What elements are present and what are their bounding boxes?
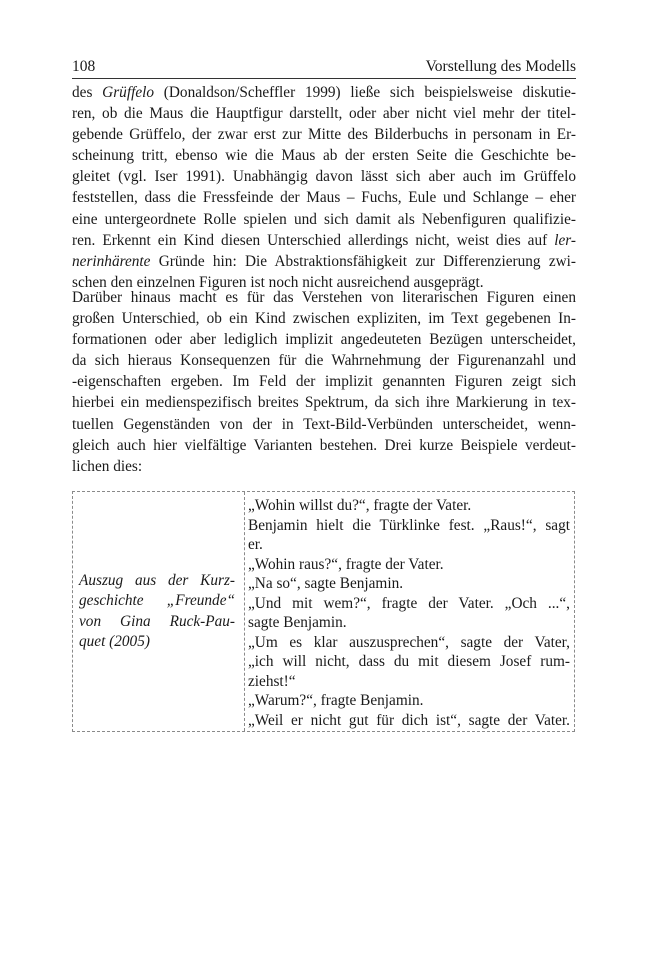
italic-text: ler- — [554, 231, 576, 249]
caption-line: Auszug aus der Kurz- — [79, 572, 235, 589]
text-run: ren. Erkennt ein Kind diesen Unterschied allerdings nicht, weist dies auf — [72, 231, 555, 249]
dialogue-line: ziehst!“ — [248, 672, 296, 690]
text-run: gleitet (vgl. Iser 1991). Unabhängig davon lässt sich aber auch im Grüffelo — [72, 168, 576, 186]
paragraph-line — [72, 251, 576, 272]
dialogue-line: „Und mit wem?“, fragte der Vater. „Och ...“, — [248, 594, 570, 612]
paragraph-line — [72, 392, 576, 413]
italic-text: Grüffelo — [102, 84, 155, 101]
page-number: 108 — [72, 58, 96, 75]
dialogue-line: „Wohin willst du?“, fragte der Vater. — [248, 497, 472, 514]
paragraph-line — [72, 145, 576, 166]
text-run: lichen dies: — [72, 457, 143, 475]
caption-line: geschichte „Freunde“ — [79, 592, 235, 610]
text-run: hierbei ein medienspezifisch breites Spektrum, da sich ihre Markierung in tex- — [72, 394, 576, 412]
text-run: scheinung tritt, ebenso wie die Maus ab der ersten Seite die Geschichte be- — [72, 147, 576, 165]
paragraph-line — [72, 287, 576, 308]
dialogue-line: „Warum?“, fragte Benjamin. — [248, 692, 424, 709]
paragraph-line — [72, 350, 576, 371]
text-run: Darüber hinaus macht es für das Verstehen von literarischen Figuren einen — [72, 289, 576, 306]
text-run: großen Unterschied, ob ein Kind zwischen expliziten, im Text gegebenen In- — [72, 310, 576, 328]
text-run: Gründe hin: Die Abstraktionsfähigkeit zur Differenzierung zwi- — [150, 252, 576, 270]
paragraph-line — [72, 329, 576, 350]
text-run: gebende Grüffelo, der zwar erst zur Mitte des Bilderbuchs in personam in Er- — [72, 126, 576, 144]
italic-text: nerinhärente — [72, 252, 151, 270]
text-run: schen den einzelnen Figuren ist noch nicht ausreichend ausgeprägt. — [72, 273, 484, 291]
paragraph-line — [72, 230, 576, 251]
dialogue-line: sagte Benjamin. — [248, 614, 347, 631]
paragraph-line — [72, 187, 576, 208]
caption-line: von Gina Ruck-Pau- — [79, 612, 235, 630]
paragraph-line — [72, 166, 576, 187]
dialogue-line: „Um es klar auszusprechen“, sagte der Vater, — [248, 633, 570, 651]
box-divider — [244, 492, 245, 731]
text-run: -eigenschaften ergeben. Im Feld der implizit genannten Figuren zeigt sich — [72, 373, 576, 391]
paragraph-line — [72, 435, 576, 456]
paragraph-line — [72, 371, 576, 392]
dialogue-line: „Weil er nicht gut für dich ist“, sagte der Vater. — [248, 711, 570, 729]
dialogue-line: Benjamin hielt die Türklinke fest. „Raus!“, sagt — [248, 516, 570, 534]
text-run: (Donaldson/Scheffler 1999) ließe sich beispielsweise diskutie- — [154, 84, 576, 101]
excerpt-dialogue — [248, 496, 570, 730]
running-head: Vorstellung des Modells — [425, 58, 576, 75]
paragraph-line — [72, 82, 576, 103]
text-run: formationen oder aber lediglich implizit angedeuteten Bezügen unterscheidet, — [72, 331, 576, 349]
text-run: da sich hieraus Konsequenzen für die Wahrnehmung der Figurenanzahl und — [72, 352, 576, 370]
text-run: ren, ob die Maus die Hauptfigur darstellt, oder aber nicht viel mehr der titel- — [72, 105, 576, 123]
text-run: eine untergeordnete Rolle spielen und sich damit als Nebenfiguren qualifizie- — [72, 210, 576, 228]
caption-line: quet (2005) — [79, 632, 150, 650]
paragraph-line — [72, 414, 576, 435]
page-header — [72, 58, 576, 78]
header-rule — [72, 78, 576, 79]
paragraph-1 — [72, 82, 576, 293]
paragraph-line — [72, 103, 576, 124]
paragraph-line — [72, 124, 576, 145]
paragraph-line — [72, 456, 576, 477]
dialogue-line: „ich will nicht, dass du mit diesem Josef rum- — [248, 653, 570, 670]
paragraph-2 — [72, 287, 576, 477]
text-run: feststellen, dass die Fressfeinde der Maus – Fuchs, Eule und Schlange – eher — [72, 189, 576, 207]
paragraph-line — [72, 209, 576, 230]
text-run: gleich auch hier vielfältige Varianten bestehen. Drei kurze Beispiele verdeut- — [72, 436, 576, 454]
dialogue-line: „Wohin raus?“, fragte der Vater. — [248, 555, 444, 573]
text-run: des — [72, 84, 103, 101]
excerpt-box — [72, 491, 575, 732]
text-run: tuellen Gegenständen von der in Text-Bild-Verbünden unterscheidet, wenn- — [72, 415, 576, 433]
excerpt-caption — [79, 571, 235, 652]
dialogue-line: er. — [248, 536, 263, 553]
paragraph-line — [72, 308, 576, 329]
dialogue-line: „Na so“, sagte Benjamin. — [248, 575, 404, 592]
